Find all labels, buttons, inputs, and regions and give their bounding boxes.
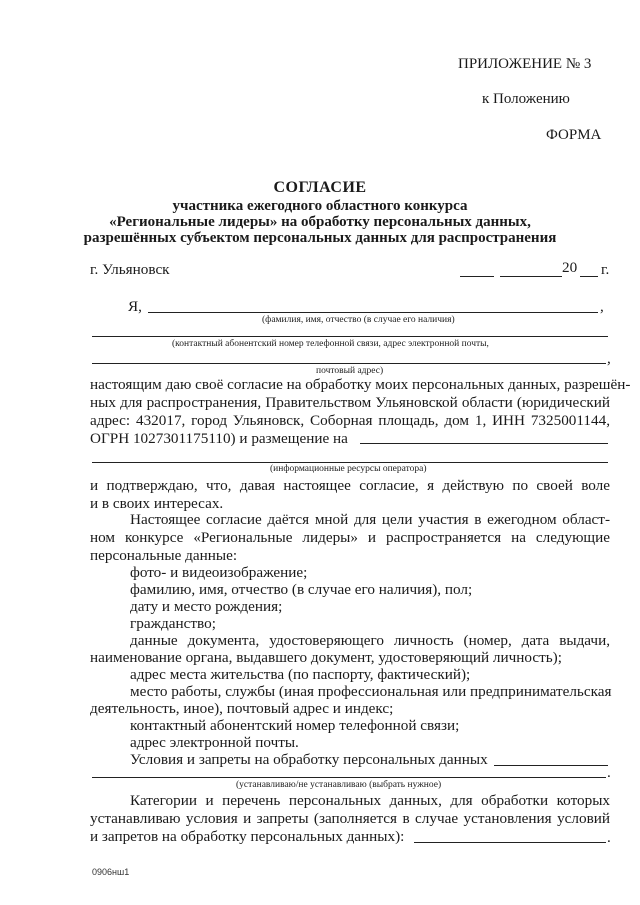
list-item: дату и место рождения; [130, 598, 283, 615]
categories-line-3: и запретов на обработку персональных данных): [90, 828, 405, 845]
operator-resources-field[interactable] [92, 462, 608, 463]
year-prefix: 20 [562, 259, 578, 276]
appendix-label: ПРИЛОЖЕНИЕ № 3 [458, 56, 592, 72]
list-item-continuation: наименование органа, выдавшего документ, удостоверяющий личность); [90, 649, 562, 666]
consent-line-6: и в своих интересах. [90, 495, 224, 512]
purpose-line-1: Настоящее согласие даётся мной для цели участия в ежегодном област- [130, 511, 610, 528]
date-day-field[interactable] [460, 276, 494, 277]
date-year-field[interactable] [580, 276, 598, 277]
contact-field[interactable] [92, 336, 608, 337]
list-item: фото- и видеоизображение; [130, 564, 308, 581]
list-item: контактный абонентский номер телефонной связи; [130, 717, 460, 734]
subject-pronoun: Я, [128, 298, 142, 315]
list-item-continuation: деятельность, иное), почтовый адрес и индекс; [90, 700, 394, 717]
categories-field[interactable] [414, 842, 606, 843]
conditions-caption: (устанавливаю/не устанавливаю (выбрать нужное) [236, 780, 442, 790]
date-month-field[interactable] [500, 276, 562, 277]
regulation-reference: к Положению [482, 91, 570, 107]
year-suffix: г. [601, 261, 610, 278]
postal-address-field[interactable] [92, 363, 606, 364]
list-item: место работы, службы (иная профессиональная или предпринимательская [130, 683, 612, 700]
resources-caption: (информационные ресурсы оператора) [270, 464, 427, 474]
list-item: фамилию, имя, отчество (в случае его наличия), пол; [130, 581, 473, 598]
name-caption: (фамилия, имя, отчество (в случае его наличия) [262, 315, 455, 325]
conditions-label: Условия и запреты на обработку персональных данных [130, 751, 488, 768]
consent-line-3: адрес: 432017, город Ульяновск, Соборная площадь, дом 1, ИНН 7325001144, [90, 412, 610, 429]
consent-line-2: ных для распространения, Правительством Ульяновской области (юридический [90, 394, 610, 411]
title-line-2: участника ежегодного областного конкурса [172, 198, 468, 214]
consent-line-4: ОГРН 1027301175110) и размещение на [90, 430, 348, 447]
categories-line-2: устанавливаю условия и запреты (заполняется в случае установления условий [90, 810, 610, 827]
form-label: ФОРМА [546, 127, 602, 143]
purpose-line-2: ном конкурсе «Региональные лидеры» и распространяется на следующие [90, 529, 610, 546]
title-line-3: «Региональные лидеры» на обработку персональных данных, [109, 214, 531, 230]
title-line-4: разрешённых субъектом персональных данных для распространения [83, 230, 557, 246]
consent-line-1: настоящим даю своё согласие на обработку моих персональных данных, разрешён- [90, 376, 631, 393]
categories-line-1: Категории и перечень персональных данных, для обработки которых [130, 792, 610, 809]
document-title: СОГЛАСИЕ [273, 179, 367, 196]
postal-caption: почтовый адрес) [316, 366, 384, 376]
consent-line-5: и подтверждаю, что, давая настоящее согласие, я действую по своей воле [90, 477, 610, 494]
conditions-field-continuation[interactable] [92, 777, 606, 778]
conditions-period: . [607, 764, 611, 781]
name-comma: , [600, 298, 604, 315]
conditions-field[interactable] [494, 765, 608, 766]
purpose-line-3: персональные данные: [90, 547, 238, 564]
list-item: данные документа, удостоверяющего личность (номер, дата выдачи, [130, 632, 610, 649]
city-label: г. Ульяновск [90, 261, 170, 278]
document-code: 0906нш1 [92, 867, 130, 877]
postal-comma: , [607, 350, 611, 367]
list-item: адрес места жительства (по паспорту, фактический); [130, 666, 471, 683]
contact-caption: (контактный абонентский номер телефонной связи, адрес электронной почты, [172, 339, 489, 349]
list-item: гражданство; [130, 615, 216, 632]
full-name-field[interactable] [148, 312, 598, 313]
categories-period: . [607, 829, 611, 846]
list-item: адрес электронной почты. [130, 734, 299, 751]
placement-field[interactable] [360, 443, 608, 444]
